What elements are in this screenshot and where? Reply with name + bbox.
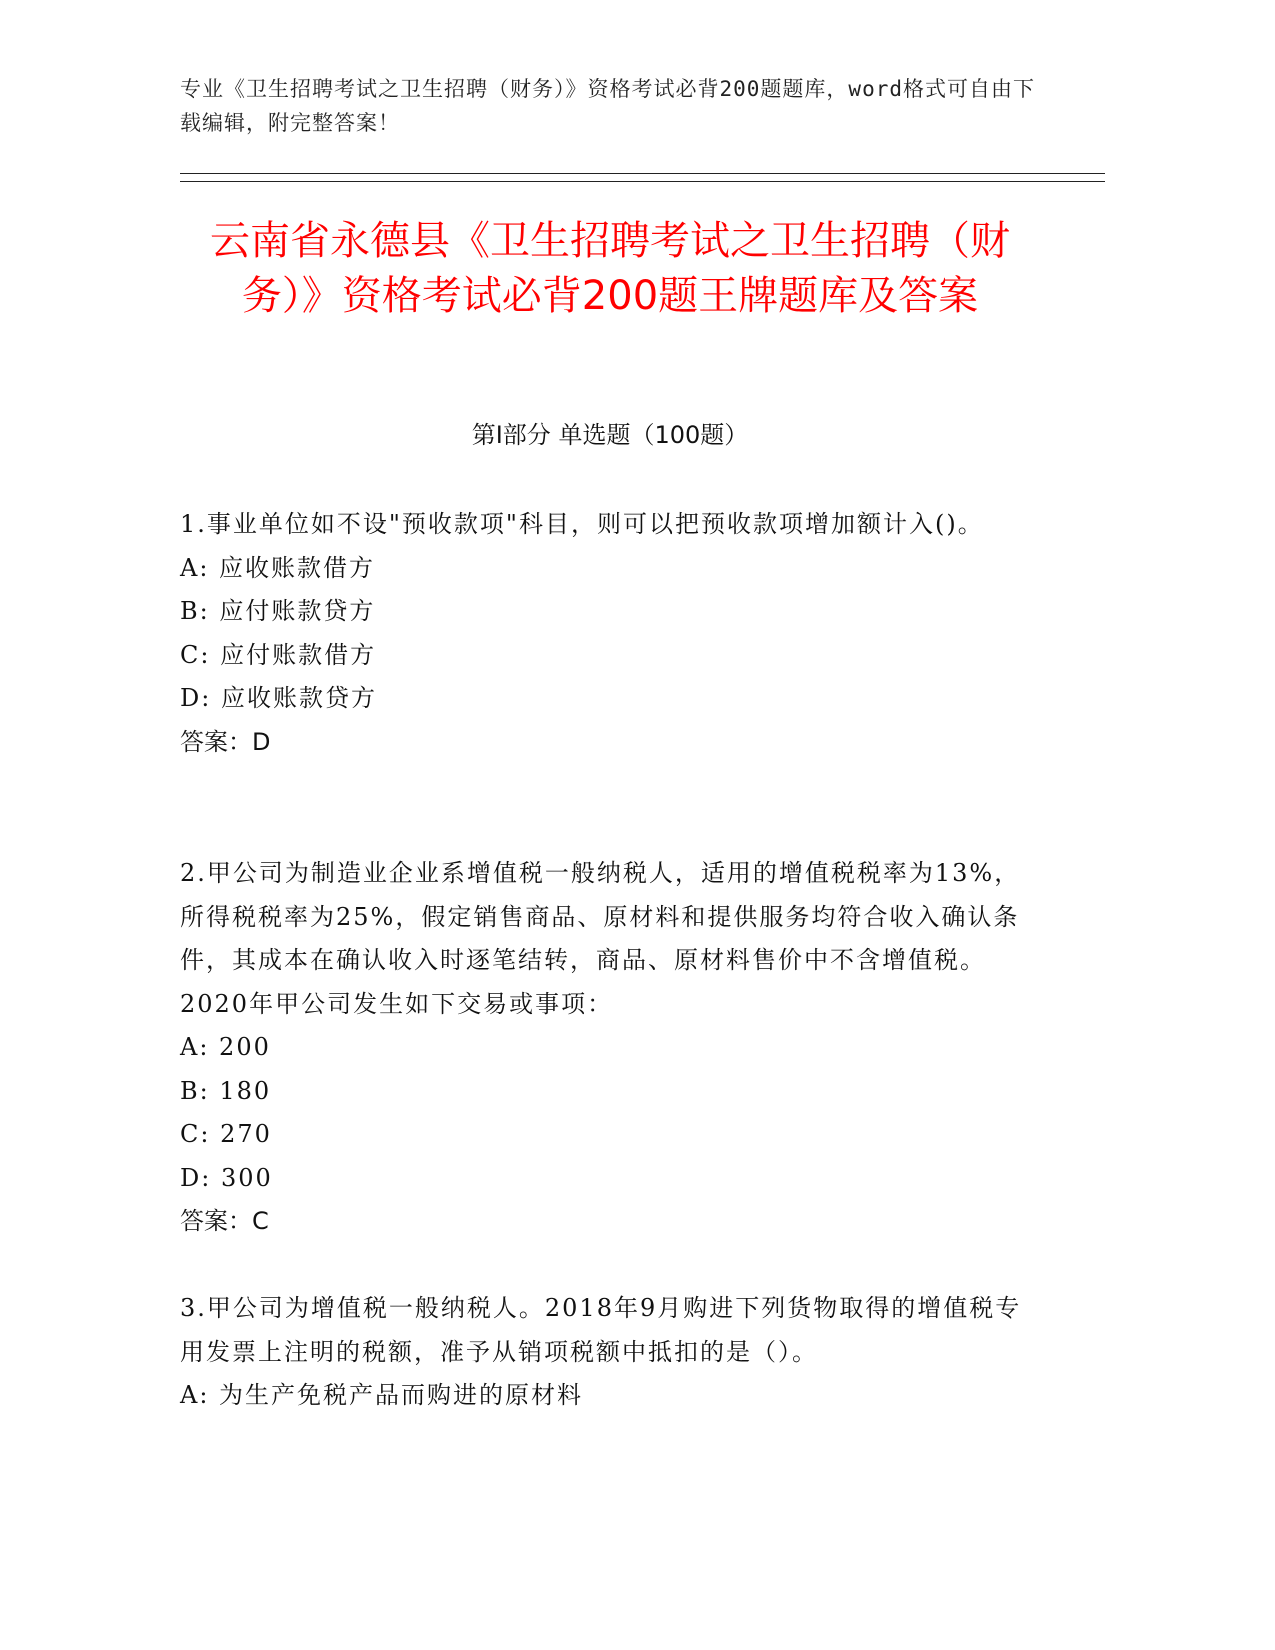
header-divider-top bbox=[180, 173, 1105, 174]
option-b: B: 180 bbox=[180, 1076, 272, 1105]
answer: 答案：D bbox=[180, 727, 271, 756]
question-3 bbox=[180, 1287, 1040, 1418]
section-title: 第I部分 单选题（100题） bbox=[471, 421, 749, 449]
answer: 答案：C bbox=[180, 1207, 269, 1235]
header-note: 专业《卫生招聘考试之卫生招聘（财务）》资格考试必背200题题库，word格式可自由下载编辑，附完整答案！ bbox=[180, 77, 1035, 135]
document-title: 云南省永德县《卫生招聘考试之卫生招聘（财务）》资格考试必背200题王牌题库及答案 bbox=[210, 218, 1010, 319]
option-a: A: 为生产免税产品而购进的原材料 bbox=[180, 1381, 584, 1409]
option-a: A: 应收账款借方 bbox=[180, 553, 376, 582]
option-d: D: 300 bbox=[180, 1163, 273, 1192]
option-c: C: 270 bbox=[180, 1120, 272, 1148]
question-2 bbox=[180, 852, 1040, 1244]
header-divider-bottom bbox=[180, 181, 1105, 182]
option-c: C: 应付账款借方 bbox=[180, 640, 377, 669]
option-a: A: 200 bbox=[180, 1033, 271, 1061]
question-stem: 2.甲公司为制造业企业系增值税一般纳税人，适用的增值税税率为13%，所得税税率为25%，假定销售商品、原材料和提供服务均符合收入确认条件，其成本在确认收入时逐笔结转，商品、原材料售价中不含增值税。2020年甲公司发生如下交易或事项： bbox=[180, 859, 1021, 1018]
question-stem: 3.甲公司为增值税一般纳税人。2018年9月购进下列货物取得的增值税专用发票上注明的税额，准予从销项税额中抵扣的是（）。 bbox=[180, 1294, 1022, 1366]
option-d: D: 应收账款贷方 bbox=[180, 684, 377, 712]
option-b: B: 应付账款贷方 bbox=[180, 597, 376, 625]
question-1 bbox=[180, 503, 1040, 764]
question-stem: 1.事业单位如不设"预收款项"科目，则可以把预收款项增加额计入()。 bbox=[180, 510, 984, 538]
